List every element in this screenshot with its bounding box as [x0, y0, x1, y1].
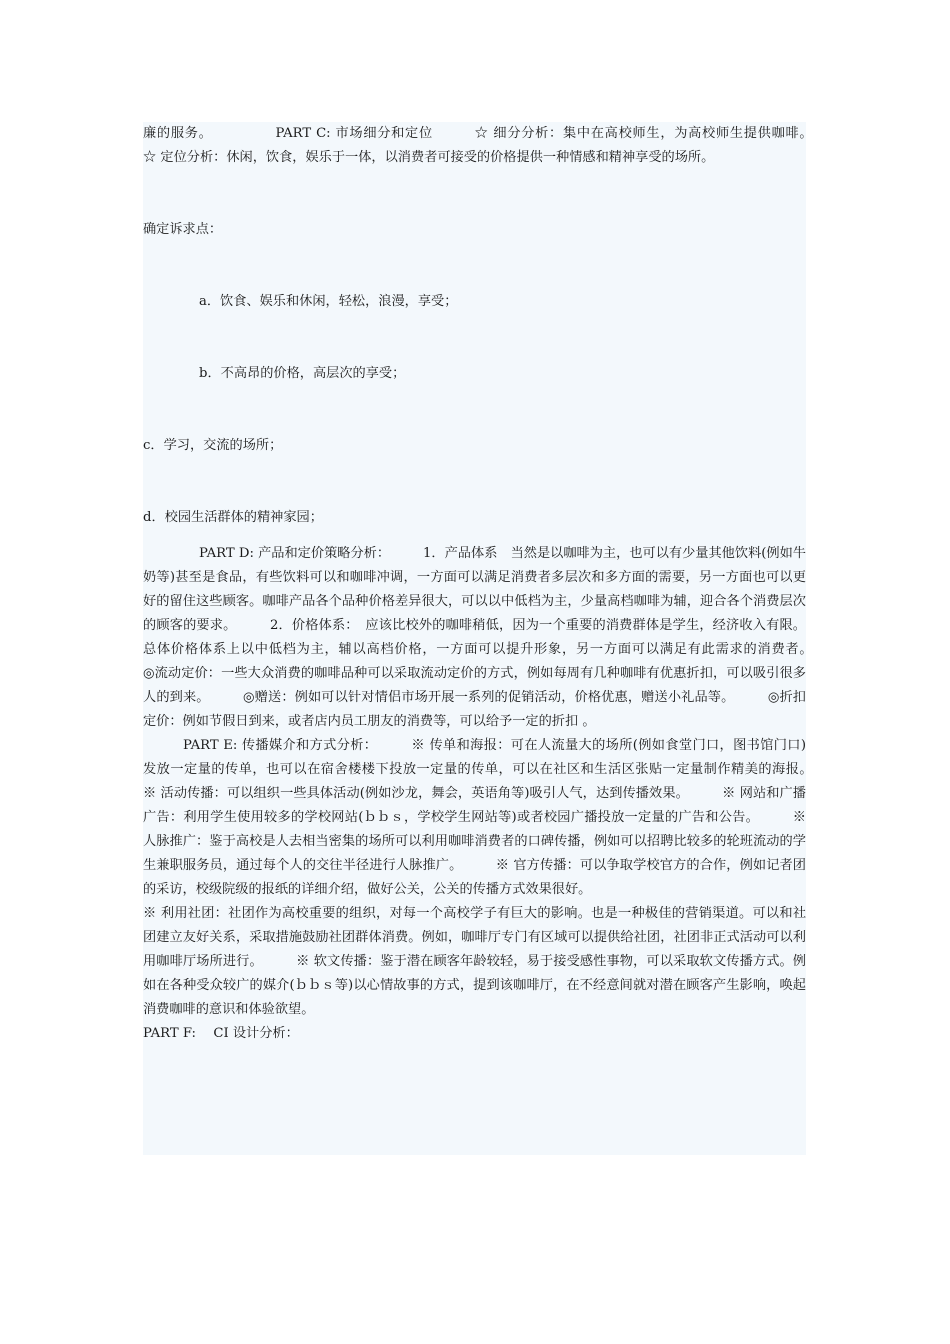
list-item-d: d．校园生活群体的精神家园；: [143, 510, 323, 525]
paragraph-clubs-soft-articles: ※ 利用社团：社团作为高校重要的组织，对每一个高校学子有巨大的影响。也是一种极佳的营销渠道。可以和社团建立友好关系，采取措施鼓励社团群体消费。例如，咖啡厅专门有区域可以提供给社团，社团非正式活动可以利用咖啡厅场所进行。 ※ 软文传播：鉴于潜在顾客年龄较轻，易于接受感性事物，可以采取软文传播方式。例如在各种受众较广的媒介(ｂｂｓ等)以心情故事的方式，提到该咖啡厅，在不经意间就对潜在顾客产生影响，唤起消费咖啡的意识和体验欲望。: [143, 906, 806, 1017]
spacer: [143, 170, 806, 218]
spacer: [143, 530, 806, 542]
paragraph-product-pricing: PART D: 产品和定价策略分析： 1．产品体系 当然是以咖啡为主，也可以有少量其他饮料(例如牛奶等)甚至是食品，有些饮料可以和咖啡冲调，一方面可以满足消费者多层次和多方面的需要，另一方面也可以更好的留住这些顾客。咖啡产品各个品种价格差异很大，可以以中低档为主，少量高档咖啡为辅，迎合各个消费层次的顾客的要求。 2．价格体系： 应该比校外的咖啡稍低，因为一个重要的消费群体是学生，经济收入有限。总体价格体系上以中低档为主，辅以高档价格，一方面可以提升形象，另一方面可以满足有此需求的消费者。 ◎流动定价：一些大众消费的咖啡品种可以采取流动定价的方式，例如每周有几种咖啡有优惠折扣，可以吸引很多人的到来。 ◎赠送：例如可以针对情侣市场开展一系列的促销活动，价格优惠，赠送小礼品等。 ◎折扣定价：例如节假日到来，或者店内员工朋友的消费等，可以给予一定的折扣 。: [143, 546, 846, 729]
paragraph-media-channels: PART E: 传播媒介和方式分析： ※ 传单和海报：可在人流量大的场所(例如食堂门口，图书馆门口) 发放一定量的传单，也可以在宿舍楼楼下投放一定量的传单，可以在社区和生活区张贴一定量制作精美的海报。 ※ 活动传播：可以组织一些具体活动(例如沙龙，舞会，英语角等)吸引人气，达到传播效果。 ※ 网站和广播广告：利用学生使用较多的学校网站(ｂｂｓ，学校学生网站等)或者校园广播投放一定量的广告和公告。 ※ 人脉推广：鉴于高校是人去相当密集的场所可以利用咖啡消费者的口碑传播，例如可以招聘比较多的轮班流动的学生兼职服务员，通过每个人的交往半径进行人脉推广。 ※ 官方传播：可以争取学校官方的合作，例如记者团的采访，校级院级的报纸的详细介绍，做好公关，公关的传播方式效果很好。: [143, 738, 846, 897]
spacer: [143, 386, 806, 434]
paragraph-appeal-points-heading: 确定诉求点：: [143, 222, 223, 237]
list-item-b: b．不高昂的价格，高层次的享受；: [199, 366, 406, 381]
paragraph-market-segmentation: 廉的服务。 PART C: 市场细分和定位 ☆ 细分分析：集中在高校师生，为高校师生提供咖啡。 ☆ 定位分析：休闲，饮食，娱乐于一体，以消费者可接受的价格提供一种情感和精神享受的场所。: [143, 126, 846, 165]
list-item-a: a．饮食、娱乐和休闲，轻松，浪漫，享受；: [199, 294, 458, 309]
spacer: [143, 458, 806, 506]
spacer: [143, 242, 806, 290]
paragraph-ci-design-heading: PART F: CI 设计分析：: [143, 1026, 299, 1041]
document-body: [143, 122, 846, 1155]
list-item-c: c．学习，交流的场所；: [143, 438, 283, 453]
spacer: [143, 314, 806, 362]
